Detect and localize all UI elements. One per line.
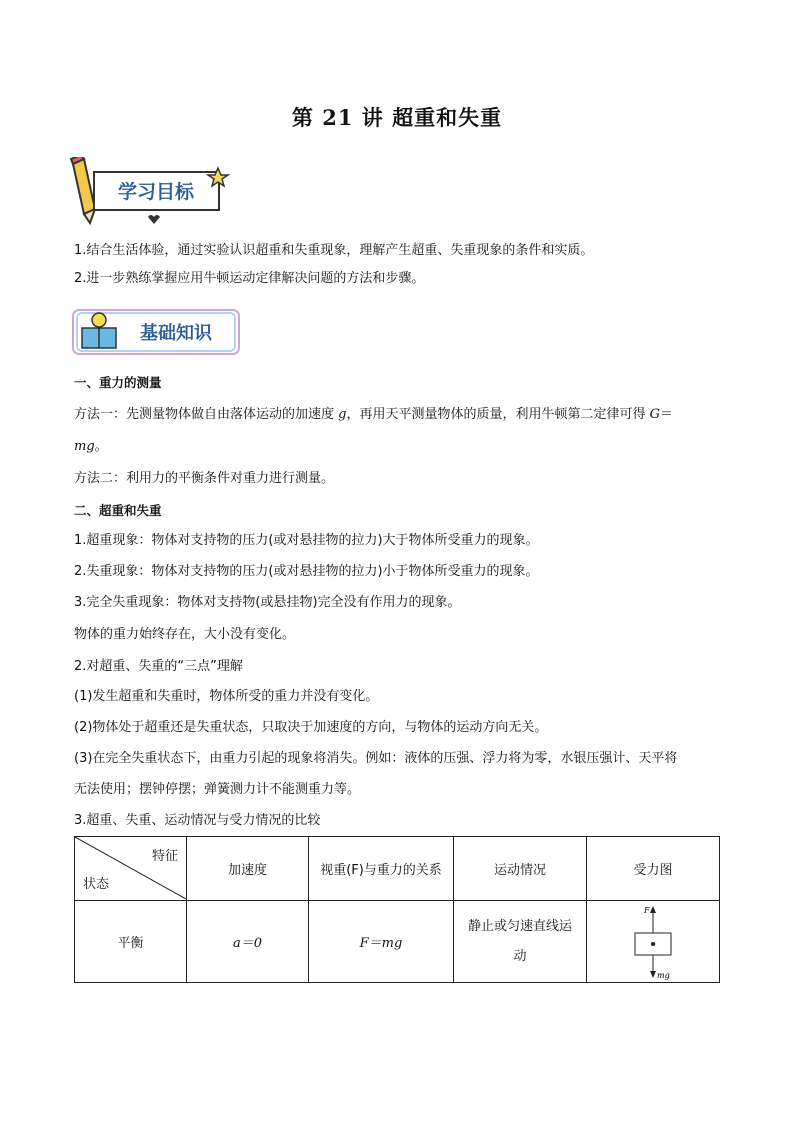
- pencil-icon: [71, 157, 95, 223]
- para-8: (3)在完全失重状态下，由重力引起的现象将消失。例如：液体的压强、浮力将为零，水银压强计、天平将: [74, 751, 678, 766]
- banner-label: 学习目标: [117, 181, 195, 203]
- force-mg-label: mg: [657, 970, 670, 980]
- basic-knowledge-banner: [72, 306, 242, 358]
- table-row: [75, 901, 720, 983]
- corner-cell: [75, 837, 187, 901]
- header-relation: 视重(F)与重力的关系: [309, 837, 454, 901]
- para-4: 物体的重力始终存在，大小没有变化。: [74, 627, 296, 642]
- header-motion: 运动情况: [454, 837, 587, 901]
- force-diagram: [613, 903, 693, 981]
- relation-cell: F＝mg: [309, 901, 454, 983]
- method1-text-b: ，再用天平测量物体的质量，利用牛顿第二定律可得: [346, 407, 650, 422]
- para-5: 2.对超重、失重的“三点”理解: [74, 659, 243, 674]
- heart-icon: [148, 215, 160, 224]
- var-g: g: [338, 407, 347, 422]
- para-3: 3.完全失重现象：物体对支持物(或悬挂物)完全没有作用力的现象。: [74, 595, 461, 610]
- header-diagram: 受力图: [587, 837, 720, 901]
- accel-cell: a＝0: [187, 901, 309, 983]
- corner-top-label: 特征: [151, 849, 178, 864]
- method2-line: 方法二：利用力的平衡条件对重力进行测量。: [74, 471, 335, 486]
- para-9: 无法使用；摆钟停摆；弹簧测力计不能测重力等。: [74, 782, 361, 797]
- var-mg: mg: [74, 439, 95, 454]
- method1-text-a: 方法一：先测量物体做自由落体运动的加速度: [74, 407, 339, 422]
- goal-2: 2.进一步熟练掌握应用牛顿运动定律解决问题的方法和步骤。: [74, 271, 425, 286]
- section1-heading: 一、重力的测量: [74, 375, 162, 390]
- state-cell: 平衡: [75, 901, 187, 983]
- equals-sign: ＝: [660, 407, 674, 422]
- header-accel: 加速度: [187, 837, 309, 901]
- comparison-table: [74, 836, 720, 983]
- method1-line2: mg。: [74, 439, 108, 454]
- banner-label: 基础知识: [140, 323, 212, 344]
- para-10: 3.超重、失重、运动情况与受力情况的比较: [74, 813, 321, 828]
- corner-bottom-label: 状态: [83, 877, 110, 892]
- section2-heading: 二、超重和失重: [74, 503, 162, 518]
- para-7: (2)物体处于超重还是失重状态，只取决于加速度的方向，与物体的运动方向无关。: [74, 720, 548, 735]
- goal-1: 1.结合生活体验，通过实验认识超重和失重现象，理解产生超重、失重现象的条件和实质。: [74, 243, 594, 258]
- motion-cell: 静止或匀速直线运 动: [454, 901, 587, 983]
- force-diagram-cell: [587, 901, 720, 983]
- var-G: G: [649, 407, 660, 422]
- para-2: 2.失重现象：物体对支持物的压力(或对悬挂物的拉力)小于物体所受重力的现象。: [74, 564, 539, 579]
- method1-line: [74, 406, 673, 424]
- para-6: (1)发生超重和失重时，物体所受的重力并没有变化。: [74, 689, 379, 704]
- para-1: 1.超重现象：物体对支持物的压力(或对悬挂物的拉力)大于物体所受重力的现象。: [74, 533, 539, 548]
- learning-goals-banner: [68, 157, 234, 227]
- page-title: 第 21 讲 超重和失重: [291, 105, 503, 130]
- table-header-row: [75, 837, 720, 901]
- force-F-label: F: [644, 905, 650, 915]
